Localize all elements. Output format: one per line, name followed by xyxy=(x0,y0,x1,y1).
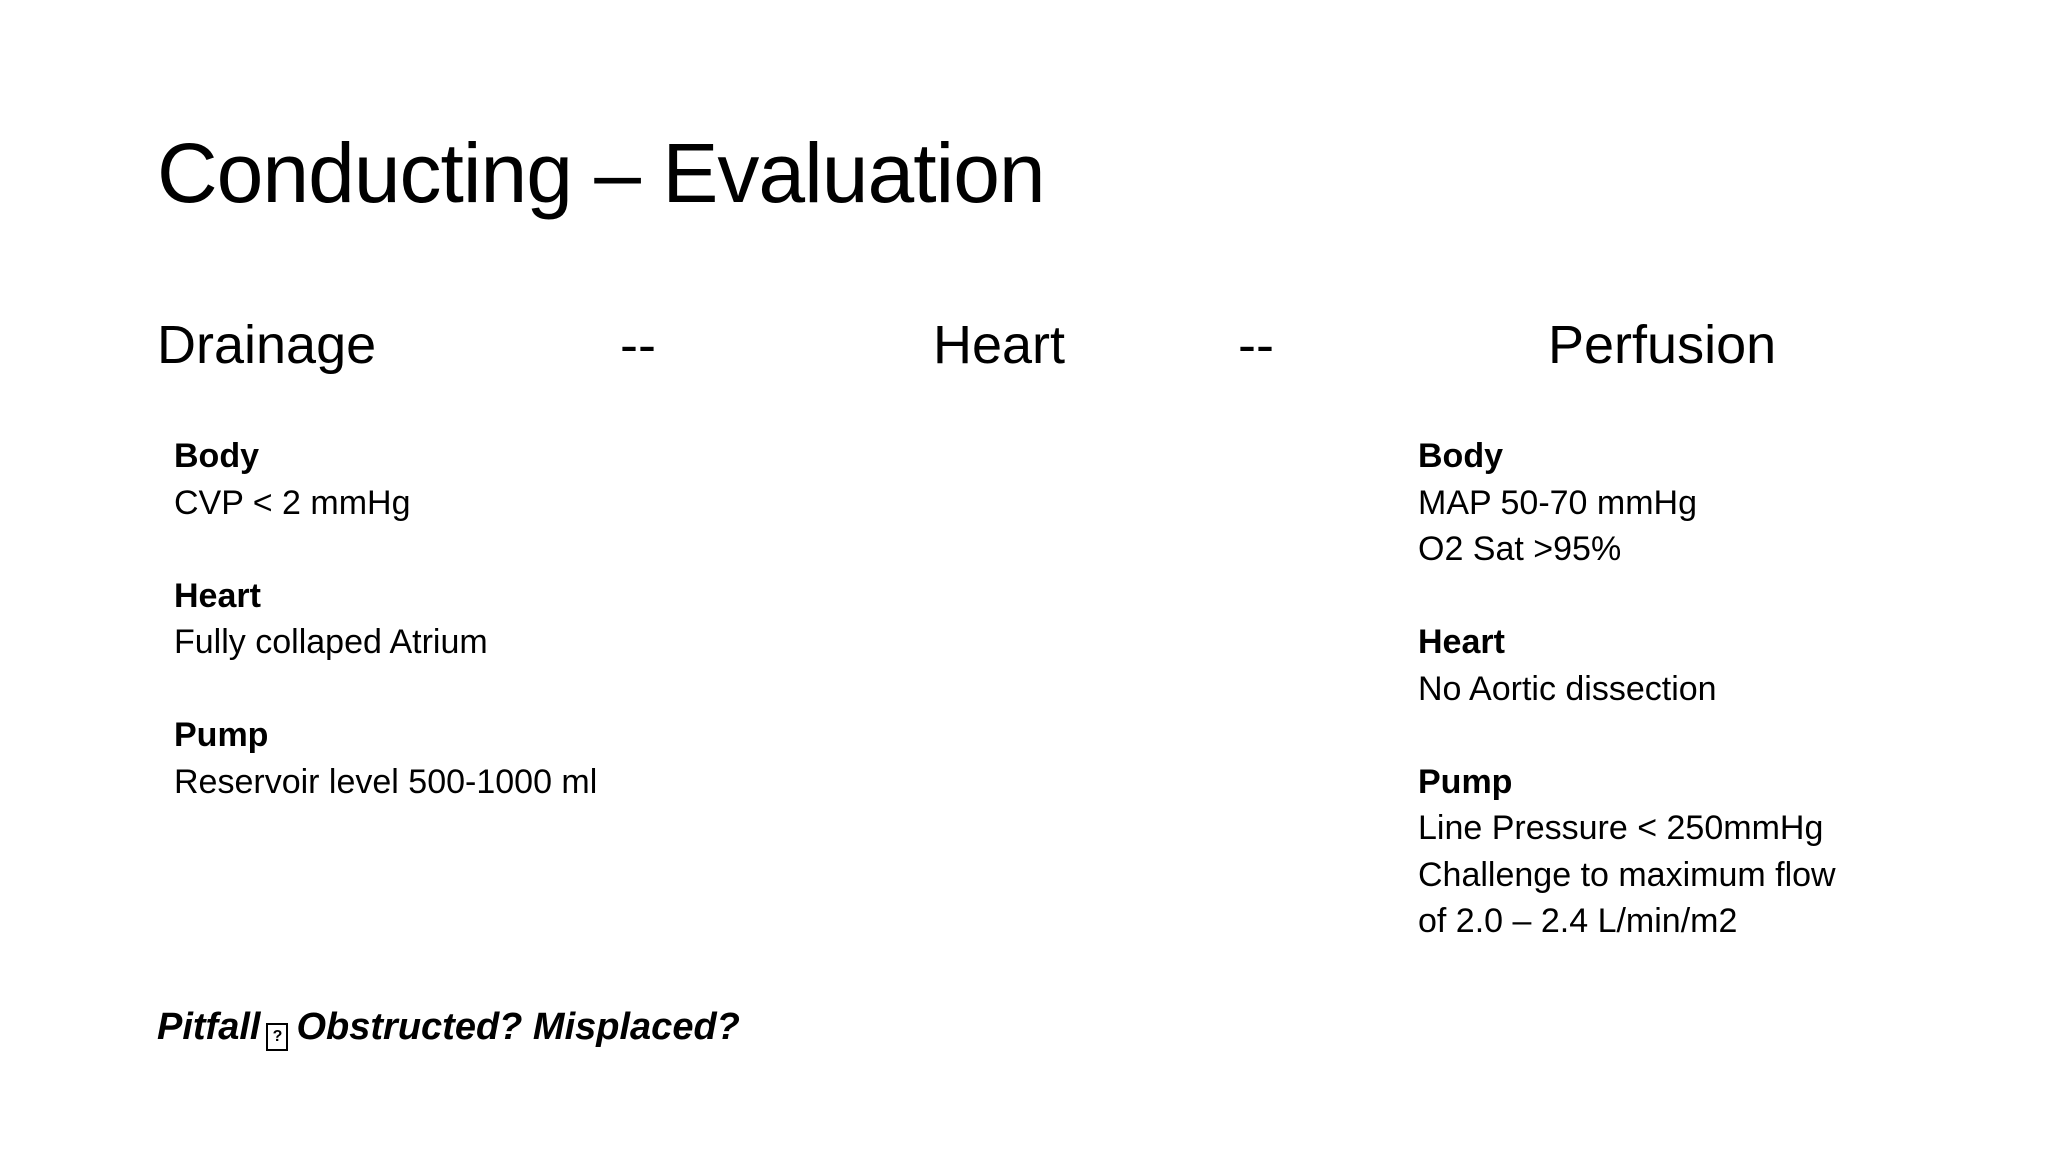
spacer xyxy=(174,526,597,573)
perfusion-pump-label: Pump xyxy=(1418,762,1513,801)
drainage-pump-label: Pump xyxy=(174,716,269,754)
perfusion-pump-value-2: Challenge to maximum flow xyxy=(1418,855,1836,894)
spacer xyxy=(174,666,597,713)
drainage-body-label: Body xyxy=(174,437,259,475)
perfusion-criteria xyxy=(1418,433,1836,945)
heading-perfusion: Perfusion xyxy=(1548,315,1777,375)
pitfall-text: Obstructed? Misplaced? xyxy=(296,1006,740,1048)
pitfall-prefix: Pitfall xyxy=(157,1006,261,1048)
heading-heart: Heart xyxy=(933,315,1066,375)
perfusion-heart-label: Heart xyxy=(1418,623,1505,661)
missing-glyph-icon: ? xyxy=(266,1023,288,1051)
drainage-body-value: CVP < 2 mmHg xyxy=(174,483,411,522)
heading-drainage: Drainage xyxy=(157,315,377,375)
perfusion-heart-value: No Aortic dissection xyxy=(1418,669,1717,708)
drainage-pump-value: Reservoir level 500-1000 ml xyxy=(174,762,598,801)
perfusion-pump-value-3: of 2.0 – 2.4 L/min/m2 xyxy=(1418,902,1738,940)
perfusion-body-value-1: MAP 50-70 mmHg xyxy=(1418,483,1698,522)
drainage-heart-label: Heart xyxy=(174,576,261,615)
drainage-criteria xyxy=(174,433,597,805)
drainage-heart-value: Fully collaped Atrium xyxy=(174,623,488,661)
heading-separator-1: -- xyxy=(620,315,656,375)
perfusion-body-value-2: O2 Sat >95% xyxy=(1418,530,1622,568)
perfusion-pump-value-1: Line Pressure < 250mmHg xyxy=(1418,809,1824,847)
perfusion-body-label: Body xyxy=(1418,437,1503,475)
heading-separator-2: -- xyxy=(1238,315,1274,375)
spacer xyxy=(1418,573,1836,620)
spacer xyxy=(1418,712,1836,759)
slide-title: Conducting – Evaluation xyxy=(157,126,1045,220)
pitfall-note xyxy=(157,1002,740,1052)
